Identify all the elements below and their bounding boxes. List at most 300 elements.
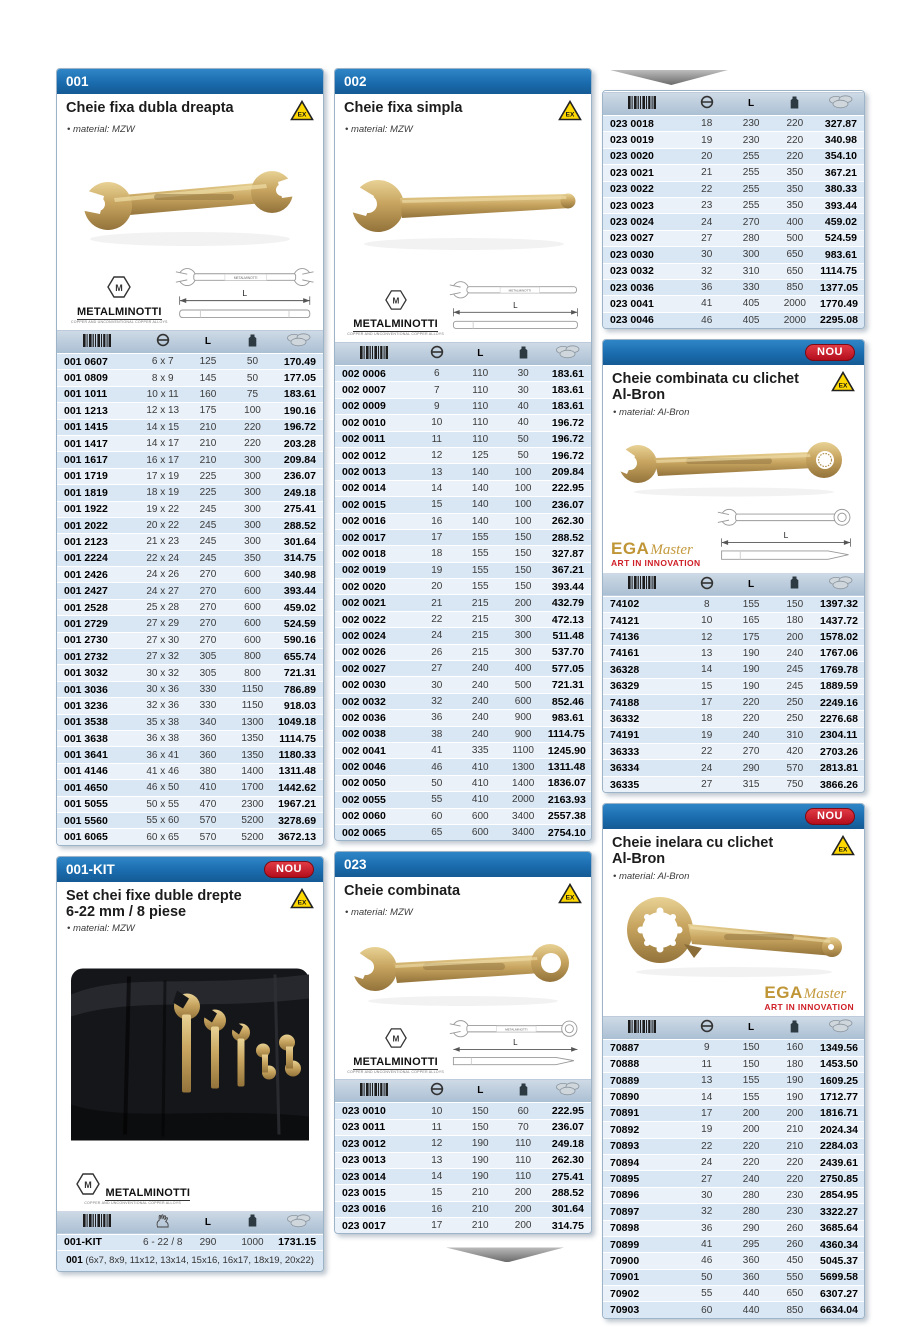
cell-weight: 110	[501, 1168, 545, 1184]
cell-price: 222.95	[545, 1103, 591, 1119]
cell-size: 19	[684, 1122, 730, 1138]
table-row	[603, 711, 864, 727]
cell-code: 74121	[603, 612, 684, 628]
table-row	[57, 452, 323, 468]
table-row	[603, 132, 864, 148]
cell-size: 26	[414, 644, 459, 660]
brand-name: METALMINOTTI	[76, 306, 162, 319]
cell-size: 36	[684, 1220, 730, 1236]
cell-price: 2854.95	[817, 1187, 864, 1203]
cell-price: 2284.03	[817, 1138, 864, 1154]
table-row	[57, 354, 323, 370]
cell-size: 55 x 60	[139, 812, 186, 828]
cell-weight: 750	[773, 776, 817, 792]
cell-price: 314.75	[275, 550, 323, 566]
cell-price: 288.52	[275, 517, 323, 533]
cell-size: 46	[684, 1253, 730, 1269]
coins-icon	[828, 95, 854, 109]
cell-code: 023 0019	[603, 132, 684, 148]
cell-price: 340.98	[275, 567, 323, 583]
cell-length: 200	[730, 1122, 773, 1138]
length-label: L	[748, 1022, 755, 1034]
cell-size: 10 x 11	[139, 386, 186, 402]
table-row	[603, 678, 864, 694]
cell-length: 175	[730, 629, 773, 645]
cell-price: 983.61	[817, 247, 864, 263]
cell-code: 002 0036	[335, 710, 414, 726]
cell-code: 002 0006	[335, 366, 414, 382]
svg-text:M: M	[84, 1180, 92, 1191]
cell-size: 14	[414, 1168, 459, 1184]
cell-weight: 450	[773, 1253, 817, 1269]
cell-size: 50	[684, 1269, 730, 1285]
svg-text:EX: EX	[838, 382, 848, 390]
product-table-ratchet-combination	[603, 572, 864, 793]
cell-weight: 1150	[230, 698, 275, 714]
code-column-header	[57, 1210, 139, 1234]
cell-weight: 900	[501, 726, 545, 742]
cell-weight: 50	[501, 447, 545, 463]
cell-weight: 100	[501, 497, 545, 513]
table-row	[335, 824, 591, 840]
table-row	[603, 760, 864, 776]
product-table-023-continued	[603, 91, 864, 328]
cell-price: 1377.05	[817, 279, 864, 295]
cell-length: 270	[186, 599, 230, 615]
cell-weight: 200	[773, 1105, 817, 1121]
cell-weight: 5200	[230, 812, 275, 828]
cell-code: 023 0018	[603, 116, 684, 132]
table-row	[335, 775, 591, 791]
ex-badge-icon	[831, 371, 855, 392]
cell-weight: 200	[501, 595, 545, 611]
table-row	[603, 1072, 864, 1088]
cell-price: 918.03	[275, 698, 323, 714]
cell-size: 41	[684, 1236, 730, 1252]
cell-price: 1397.32	[817, 596, 864, 612]
cell-price: 236.07	[545, 497, 591, 513]
size-column-header	[414, 342, 459, 366]
ex-badge-icon	[558, 100, 582, 121]
table-row	[603, 1302, 864, 1318]
table-row	[57, 681, 323, 697]
table-row	[335, 726, 591, 742]
cell-length: 155	[459, 562, 501, 578]
svg-text:METALMINOTTI: METALMINOTTI	[505, 1027, 528, 1032]
cell-length: 470	[186, 796, 230, 812]
cell-price: 2024.34	[817, 1122, 864, 1138]
cell-weight: 1700	[230, 780, 275, 796]
column-middle	[334, 68, 592, 1329]
cell-weight: 1350	[230, 747, 275, 763]
price-column-header	[817, 92, 864, 116]
metalminotti-logo	[343, 289, 448, 337]
length-column-header	[730, 572, 773, 596]
wrench-diagram-combination	[716, 504, 856, 568]
kit-contents-note	[57, 1250, 323, 1271]
cell-length: 405	[730, 296, 773, 312]
cell-size: 22 x 24	[139, 550, 186, 566]
price-column-header	[817, 1016, 864, 1040]
table-row	[57, 370, 323, 386]
cell-price: 209.84	[275, 452, 323, 468]
product-title-line1: Cheie inelara cu clichet	[612, 835, 774, 852]
cell-code: 023 0017	[335, 1218, 414, 1234]
cell-code: 36332	[603, 711, 684, 727]
table-row	[603, 1253, 864, 1269]
cell-weight: 850	[773, 279, 817, 295]
cell-size: 14 x 15	[139, 419, 186, 435]
cell-price: 354.10	[817, 148, 864, 164]
cell-length: 200	[730, 1105, 773, 1121]
wrench-diagram-double	[174, 263, 315, 325]
cell-weight: 70	[501, 1119, 545, 1135]
cell-size: 13	[414, 464, 459, 480]
cell-price: 249.18	[275, 485, 323, 501]
cell-size: 14	[414, 480, 459, 496]
cell-weight: 570	[773, 760, 817, 776]
cell-weight: 200	[501, 1201, 545, 1217]
cell-code: 023 0041	[603, 296, 684, 312]
weight-icon	[518, 1083, 529, 1096]
cell-weight: 2000	[501, 792, 545, 808]
cell-price: 721.31	[275, 665, 323, 681]
cell-code: 70899	[603, 1236, 684, 1252]
cell-code: 023 0030	[603, 247, 684, 263]
cell-weight: 300	[230, 501, 275, 517]
cell-size: 24	[414, 628, 459, 644]
table-row	[335, 366, 591, 382]
section-code: 001-KIT	[66, 861, 115, 877]
cell-length: 225	[186, 485, 230, 501]
cell-weight: 600	[230, 599, 275, 615]
weight-icon	[518, 346, 529, 359]
cell-length: 140	[459, 464, 501, 480]
cell-price: 1114.75	[545, 726, 591, 742]
cell-size: 19 x 22	[139, 501, 186, 517]
brand-tagline: ART IN INNOVATION	[611, 558, 701, 569]
brand-tagline: COPPER AND UNCONVENTIONAL COPPER ALLOYS	[347, 332, 444, 337]
product-title: Cheie fixa dubla dreapta	[66, 100, 234, 116]
cell-weight: 300	[501, 611, 545, 627]
cell-code: 70900	[603, 1253, 684, 1269]
cell-size: 46	[684, 312, 730, 328]
cell-code: 001 2022	[57, 517, 139, 533]
cell-weight: 300	[230, 517, 275, 533]
cell-length: 110	[459, 398, 501, 414]
cell-code: 70895	[603, 1171, 684, 1187]
cell-weight: 100	[501, 480, 545, 496]
cell-size: 36	[684, 279, 730, 295]
cell-code: 023 0022	[603, 181, 684, 197]
cell-code: 001 6065	[57, 829, 139, 845]
cell-code: 001 2528	[57, 599, 139, 615]
cell-price: 190.16	[275, 403, 323, 419]
table-row	[335, 1201, 591, 1217]
cell-weight: 150	[501, 579, 545, 595]
cell-weight: 650	[773, 247, 817, 263]
table-row	[603, 165, 864, 181]
cell-length: 190	[459, 1152, 501, 1168]
cell-code: 002 0010	[335, 415, 414, 431]
table-row	[335, 661, 591, 677]
cell-price: 5045.37	[817, 1253, 864, 1269]
cell-code: 36329	[603, 678, 684, 694]
cell-weight: 100	[501, 464, 545, 480]
coins-icon	[286, 333, 312, 347]
cell-size: 15	[684, 678, 730, 694]
table-row	[57, 386, 323, 402]
kit-note-code: 001	[66, 1255, 83, 1267]
table-row	[335, 415, 591, 431]
svg-text:L: L	[513, 1038, 518, 1048]
cell-price: 1311.48	[275, 763, 323, 779]
cell-weight: 200	[773, 629, 817, 645]
table-row	[603, 263, 864, 279]
cell-size: 6 - 22 / 8	[139, 1234, 186, 1250]
cell-size: 22	[684, 744, 730, 760]
cell-length: 215	[459, 628, 501, 644]
cell-code: 002 0020	[335, 579, 414, 595]
cell-size: 9	[414, 398, 459, 414]
brand-tagline: COPPER AND UNCONVENTIONAL COPPER ALLOYS	[347, 1069, 444, 1074]
svg-text:EX: EX	[565, 894, 575, 902]
length-label: L	[477, 348, 484, 359]
table-row	[603, 1286, 864, 1302]
cell-length: 220	[730, 694, 773, 710]
cell-length: 270	[730, 744, 773, 760]
cell-price: 524.59	[817, 230, 864, 246]
product-title: Cheie fixa simpla	[344, 100, 463, 116]
brand-name: METALMINOTTI	[105, 1187, 191, 1200]
cell-code: 74191	[603, 727, 684, 743]
cell-weight: 350	[230, 550, 275, 566]
table-row	[57, 501, 323, 517]
cell-price: 393.44	[545, 579, 591, 595]
cell-price: 3866.26	[817, 776, 864, 792]
nou-badge: NOU	[805, 808, 855, 825]
cell-length: 155	[459, 579, 501, 595]
cell-size: 30 x 36	[139, 681, 186, 697]
product-title-line1: Cheie combinata cu clichet	[612, 371, 799, 388]
cell-price: 1437.72	[817, 612, 864, 628]
ex-badge-icon	[290, 100, 314, 121]
product-card-001	[56, 68, 324, 846]
table-row	[335, 808, 591, 824]
cell-price: 577.05	[545, 661, 591, 677]
cell-length: 240	[459, 726, 501, 742]
ex-badge-icon	[290, 888, 314, 909]
brand-name: METALMINOTTI	[353, 1055, 438, 1068]
cell-price: 340.98	[817, 132, 864, 148]
table-row	[603, 1056, 864, 1072]
cell-size: 27	[414, 661, 459, 677]
cell-length: 215	[459, 595, 501, 611]
cell-size: 38	[414, 726, 459, 742]
cell-price: 196.72	[545, 431, 591, 447]
cell-size: 24	[684, 760, 730, 776]
cell-size: 27 x 30	[139, 632, 186, 648]
cell-size: 55	[684, 1286, 730, 1302]
size-column-header	[414, 1079, 459, 1103]
cell-size: 17	[684, 1105, 730, 1121]
cell-weight: 190	[773, 1089, 817, 1105]
table-row	[603, 230, 864, 246]
table-row	[57, 419, 323, 435]
cell-code: 023 0011	[335, 1119, 414, 1135]
cell-code: 002 0030	[335, 677, 414, 693]
cell-weight: 40	[501, 398, 545, 414]
cell-price: 432.79	[545, 595, 591, 611]
table-header-row	[335, 342, 591, 366]
table-row	[57, 649, 323, 665]
cell-length: 280	[730, 1187, 773, 1203]
cell-price: 1578.02	[817, 629, 864, 645]
svg-text:M: M	[392, 297, 400, 307]
cell-weight: 900	[501, 710, 545, 726]
cell-length: 270	[186, 583, 230, 599]
cell-size: 18	[414, 546, 459, 562]
cell-code: 70887	[603, 1040, 684, 1056]
svg-text:L: L	[513, 300, 518, 310]
cell-size: 22	[684, 181, 730, 197]
cell-size: 23	[684, 197, 730, 213]
cell-length: 140	[459, 497, 501, 513]
cell-length: 410	[186, 780, 230, 796]
cell-length: 255	[730, 148, 773, 164]
cell-size: 27	[684, 776, 730, 792]
cell-weight: 220	[773, 1171, 817, 1187]
table-row	[335, 546, 591, 562]
cell-length: 405	[730, 312, 773, 328]
cell-size: 12 x 13	[139, 403, 186, 419]
cell-length: 150	[730, 1056, 773, 1072]
cell-length: 190	[730, 662, 773, 678]
table-row	[603, 1154, 864, 1170]
table-row	[335, 480, 591, 496]
column-right	[602, 68, 865, 1329]
cell-size: 14	[684, 662, 730, 678]
cell-price: 275.41	[275, 501, 323, 517]
cell-length: 110	[459, 382, 501, 398]
product-photo-single-open-wrench	[335, 137, 591, 275]
cell-weight: 300	[501, 628, 545, 644]
table-row	[335, 1136, 591, 1152]
price-column-header	[817, 572, 864, 596]
cell-length: 220	[730, 1154, 773, 1170]
table-row	[57, 1234, 323, 1250]
cell-size: 13	[414, 1152, 459, 1168]
table-row	[57, 616, 323, 632]
brand-name: EGA	[611, 539, 650, 559]
length-column-header	[186, 330, 230, 354]
cell-code: 001 1213	[57, 403, 139, 419]
cell-price: 183.61	[545, 366, 591, 382]
barcode-icon	[360, 346, 390, 359]
cell-length: 110	[459, 431, 501, 447]
svg-text:EX: EX	[297, 899, 307, 907]
cell-weight: 600	[501, 693, 545, 709]
cell-price: 262.30	[545, 513, 591, 529]
cell-size: 41	[414, 742, 459, 758]
cell-size: 10	[414, 415, 459, 431]
cell-length: 190	[730, 678, 773, 694]
cell-code: 001 2732	[57, 649, 139, 665]
product-photo-ratchet-combination-wrench	[603, 420, 864, 504]
cell-size: 60	[414, 808, 459, 824]
product-table-001kit	[57, 1210, 323, 1250]
cell-length: 245	[186, 501, 230, 517]
cell-length: 240	[459, 661, 501, 677]
cell-size: 41	[684, 296, 730, 312]
coins-icon	[286, 1214, 312, 1228]
cell-size: 16	[414, 513, 459, 529]
cell-code: 001 1417	[57, 435, 139, 451]
table-row	[603, 279, 864, 295]
cell-price: 1609.25	[817, 1072, 864, 1088]
cell-code: 001 3236	[57, 698, 139, 714]
cell-price: 367.21	[545, 562, 591, 578]
price-column-header	[275, 330, 323, 354]
cell-price: 1767.06	[817, 645, 864, 661]
table-continues-arrow	[446, 1247, 564, 1262]
cell-weight: 150	[501, 546, 545, 562]
cell-size: 12	[684, 629, 730, 645]
cell-code: 70892	[603, 1122, 684, 1138]
cell-length: 330	[186, 698, 230, 714]
barcode-icon	[628, 1020, 658, 1033]
table-row	[335, 1103, 591, 1119]
code-column-header	[335, 342, 414, 366]
cell-size: 36	[414, 710, 459, 726]
table-row	[335, 1168, 591, 1184]
cell-size: 12	[414, 1136, 459, 1152]
table-row	[335, 464, 591, 480]
ega-master-logo	[764, 984, 854, 1012]
cell-size: 20	[684, 148, 730, 164]
diameter-icon	[430, 1082, 444, 1096]
cell-code: 001 1819	[57, 485, 139, 501]
cell-weight: 245	[773, 678, 817, 694]
column-left	[56, 68, 324, 1329]
cell-size: 32	[684, 263, 730, 279]
cell-price: 262.30	[545, 1152, 591, 1168]
cell-weight: 1300	[230, 714, 275, 730]
cell-length: 220	[730, 711, 773, 727]
cell-size: 20 x 22	[139, 517, 186, 533]
cell-code: 74102	[603, 596, 684, 612]
catalog-page	[56, 68, 865, 1329]
cell-weight: 350	[773, 197, 817, 213]
table-row	[603, 776, 864, 792]
size-column-header	[139, 1210, 186, 1234]
cell-length: 310	[730, 263, 773, 279]
cell-weight: 100	[501, 513, 545, 529]
table-row	[603, 1171, 864, 1187]
cell-code: 70902	[603, 1286, 684, 1302]
table-row	[335, 1119, 591, 1135]
cell-code: 70897	[603, 1204, 684, 1220]
cell-code: 002 0007	[335, 382, 414, 398]
section-header-001	[57, 69, 323, 94]
cell-code: 023 0012	[335, 1136, 414, 1152]
cell-weight: 600	[230, 567, 275, 583]
cell-price: 511.48	[545, 628, 591, 644]
cell-length: 410	[459, 775, 501, 791]
cell-price: 327.87	[817, 116, 864, 132]
cell-price: 301.64	[275, 534, 323, 550]
cell-code: 70889	[603, 1072, 684, 1088]
